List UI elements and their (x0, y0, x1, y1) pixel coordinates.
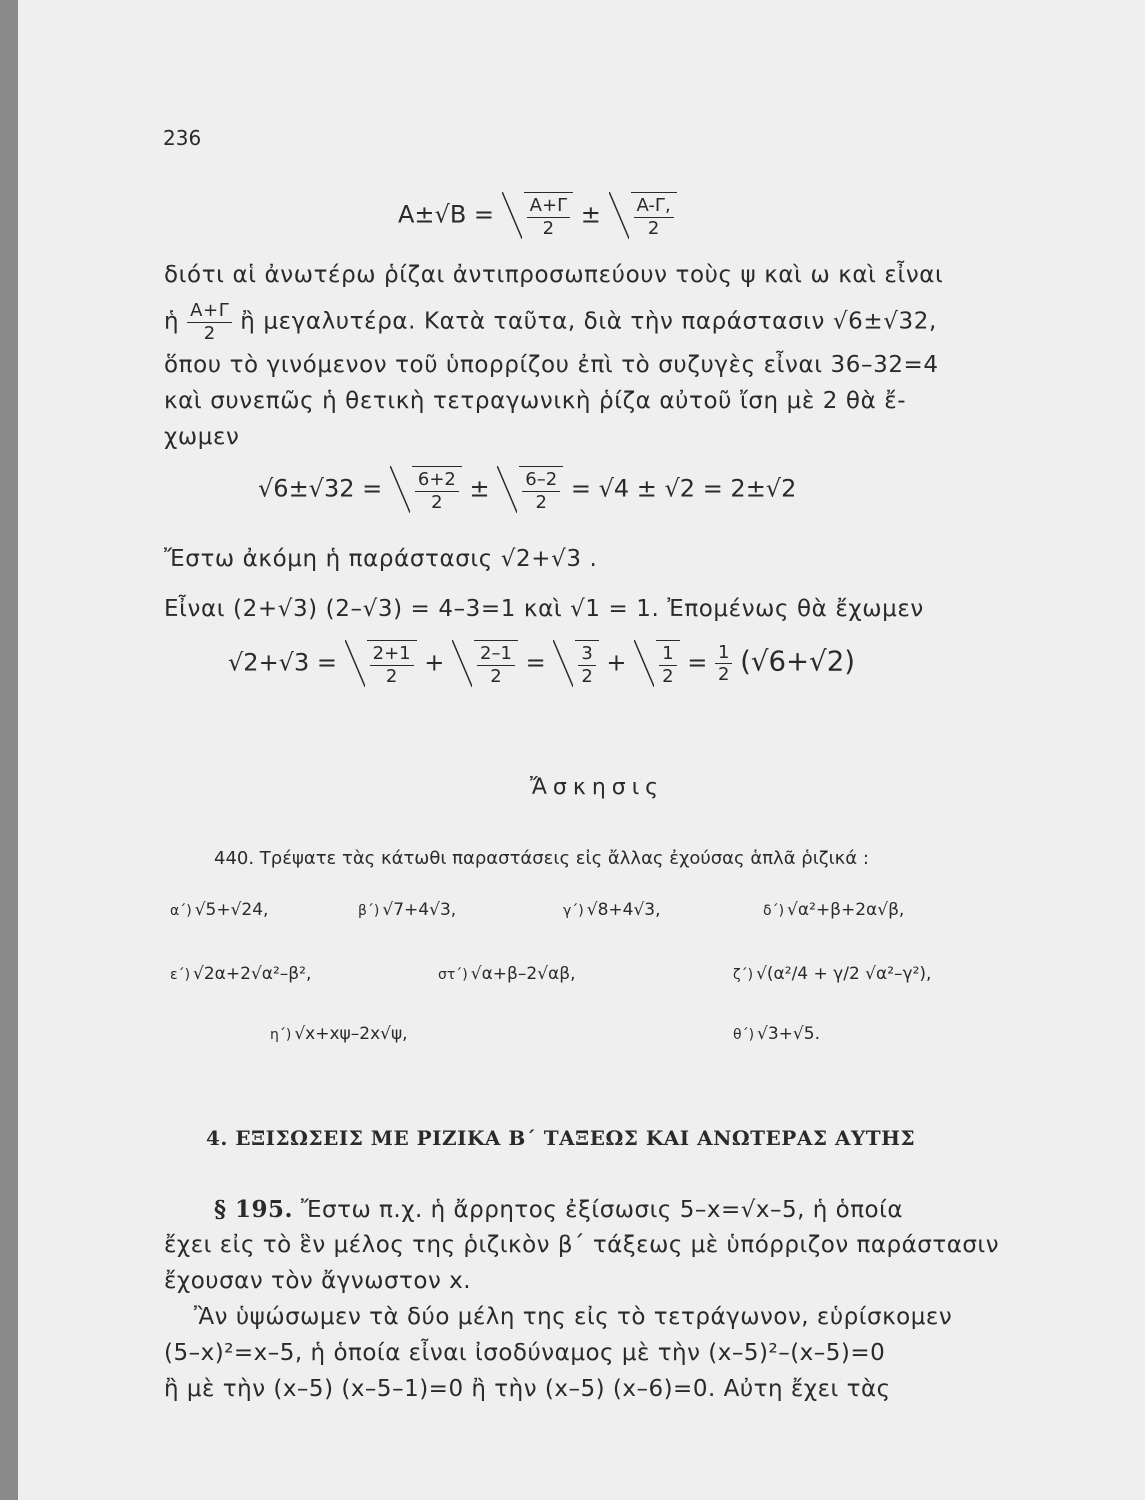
exercise-h (270, 1024, 408, 1044)
text-line-2-num: A+Γ (187, 300, 232, 323)
eq3-num-3: 3 (578, 643, 595, 666)
section-title: 4. ΕΞΙΣΩΣΕΙΣ ΜΕ ΡΙΖΙΚΑ Β΄ ΤΑΞΕΩΣ ΚΑΙ ΑΝΩΤΕΡΑΣ ΑΥΤΗΣ (206, 1126, 916, 1150)
para-line-4: Ἂν ὑψώσωμεν τὰ δύο μέλη της εἰς τὸ τετράγωνον, εὑρίσκομεν (194, 1304, 953, 1330)
eq3-op-2: + (606, 648, 627, 677)
exercise-c (563, 900, 661, 920)
para-line-2: ἔχει εἰς τὸ ἓν μέλος της ῥιζικὸν β΄ τάξεως μὲ ὑπόρριζον παράστασιν (164, 1232, 1000, 1258)
exercise-e-expr: √2α+2√α²–β², (193, 964, 312, 984)
eq1-radical-1 (502, 192, 573, 239)
text-line-2-frac (187, 300, 232, 344)
equation-2 (258, 466, 796, 513)
exercise-a-label: α΄) (170, 903, 192, 919)
exercise-d (763, 900, 904, 920)
text-line-2 (164, 300, 937, 344)
para-number: § 195. (214, 1196, 294, 1223)
eq3-radical-1 (345, 640, 417, 687)
exercise-b (358, 900, 456, 920)
exercise-f-expr: √α+β–2√αβ, (470, 964, 576, 984)
eq2-lhs: √6±√32 = (258, 474, 383, 503)
eq3-half (715, 642, 732, 686)
para-line-5: (5–x)²=x–5, ἡ ὁποία εἶναι ἰσοδύναμος μὲ τὴν (x–5)²–(x–5)=0 (164, 1340, 886, 1366)
eq3-op-1: + (424, 648, 445, 677)
para-line-3: ἔχουσαν τὸν ἄγνωστον x. (164, 1268, 472, 1294)
exercise-i-expr: √3+√5. (757, 1024, 820, 1044)
eq2-num-2: 6–2 (522, 469, 560, 492)
exercise-i (733, 1024, 820, 1044)
text-line-7: Εἶναι (2+√3) (2–√3) = 4–3=1 καὶ √1 = 1. Ἐπομένως θὰ ἔχωμεν (164, 596, 924, 622)
eq1-den-1: 2 (542, 217, 555, 239)
text-line-3: ὅπου τὸ γινόμενον τοῦ ὑπορρίζου ἐπὶ τὸ συζυγὲς εἶναι 36–32=4 (164, 352, 939, 378)
para-line-1-text: Ἔστω π.χ. ἡ ἄρρητος ἐξίσωσις 5–x=√x–5, ἡ ὁποία (300, 1197, 904, 1223)
eq3-den-1: 2 (385, 665, 398, 687)
eq2-num-1: 6+2 (415, 469, 459, 492)
exercise-g (733, 964, 931, 984)
eq3-num-1: 2+1 (370, 643, 414, 666)
text-line-6: Ἔστω ἀκόμη ἡ παράστασις √2+√3 . (164, 546, 598, 572)
eq1-lhs: A±√B = (398, 200, 495, 229)
exercise-i-label: θ΄) (733, 1027, 755, 1043)
eq2-radical-2 (497, 466, 563, 513)
eq2-op: ± (469, 474, 490, 503)
exercise-h-expr: √x+xψ–2x√ψ, (294, 1024, 408, 1044)
eq1-radical-2 (609, 192, 677, 239)
eq3-half-num: 1 (715, 642, 732, 665)
exercise-f (438, 964, 576, 984)
exercise-b-label: β΄) (358, 903, 380, 919)
eq2-radical-1 (390, 466, 462, 513)
equation-1 (398, 192, 677, 239)
book-page (18, 0, 1145, 1500)
eq2-rhs: = √4 ± √2 = 2±√2 (570, 474, 797, 503)
exercise-title: Ἄσκησις (530, 775, 665, 800)
para-line-6: ἢ μὲ τὴν (x–5) (x–5–1)=0 ἢ τὴν (x–5) (x–6)=0. Αὐτη ἔχει τὰς (164, 1376, 891, 1402)
exercise-c-expr: √8+4√3, (586, 900, 661, 920)
para-line-1 (214, 1196, 903, 1223)
eq2-den-2: 2 (535, 491, 547, 513)
eq3-half-den: 2 (718, 664, 730, 686)
eq1-den-2: 2 (647, 217, 660, 239)
eq3-radical-3 (553, 640, 598, 687)
exercise-b-expr: √7+4√3, (382, 900, 457, 920)
eq3-radical-2 (452, 640, 518, 687)
text-line-1: διότι αἱ ἀνωτέρω ῥίζαι ἀντιπροσωπεύουν τοὺς ψ καὶ ω καὶ εἶναι (164, 262, 944, 288)
exercise-d-label: δ΄) (763, 903, 785, 919)
text-line-2-den: 2 (203, 322, 216, 344)
eq3-tail: (√6+√2) (740, 644, 856, 678)
eq3-eq-2: = (687, 648, 708, 677)
eq3-eq-1: = (525, 648, 546, 677)
text-line-5: χωμεν (164, 424, 240, 450)
page-number: 236 (163, 126, 202, 150)
exercise-f-label: στ΄) (438, 967, 468, 983)
exercise-a (170, 900, 268, 920)
text-line-2-a: ἡ (164, 308, 180, 335)
eq1-num-1: A+Γ (527, 195, 570, 218)
exercise-a-expr: √5+√24, (194, 900, 269, 920)
equation-3 (228, 640, 855, 687)
exercise-e-label: ε΄) (170, 967, 191, 983)
exercise-g-expr: √(α²/4 + γ/2 √α²–γ²), (756, 964, 932, 984)
exercise-intro: 440. Τρέψατε τὰς κάτωθι παραστάσεις εἰς ἄλλας ἐχούσας ἁπλᾶ ῥιζικά : (214, 848, 869, 869)
eq1-op: ± (580, 200, 601, 229)
eq3-radical-4 (634, 640, 679, 687)
exercise-h-label: η΄) (270, 1027, 292, 1043)
exercise-d-expr: √α²+β+2α√β, (787, 900, 905, 920)
exercise-g-label: ζ΄) (733, 967, 754, 983)
exercise-e (170, 964, 311, 984)
eq3-den-2: 2 (490, 665, 502, 687)
eq3-num-2: 2–1 (477, 643, 515, 666)
eq1-num-2: A-Γ, (634, 195, 674, 218)
eq3-lhs: √2+√3 = (228, 648, 337, 677)
eq3-num-4: 1 (659, 643, 676, 666)
eq2-den-1: 2 (431, 491, 443, 513)
text-line-2-b: ἢ μεγαλυτέρα. Κατὰ ταῦτα, διὰ τὴν παράστασιν √6±√32, (240, 308, 937, 335)
exercise-c-label: γ΄) (563, 903, 584, 919)
eq3-den-4: 2 (662, 665, 674, 687)
page-edge (0, 0, 18, 1500)
text-line-4: καὶ συνεπῶς ἡ θετικὴ τετραγωνικὴ ῥίζα αὐτοῦ ἴση μὲ 2 θὰ ἔ- (164, 388, 907, 414)
eq3-den-3: 2 (581, 665, 593, 687)
